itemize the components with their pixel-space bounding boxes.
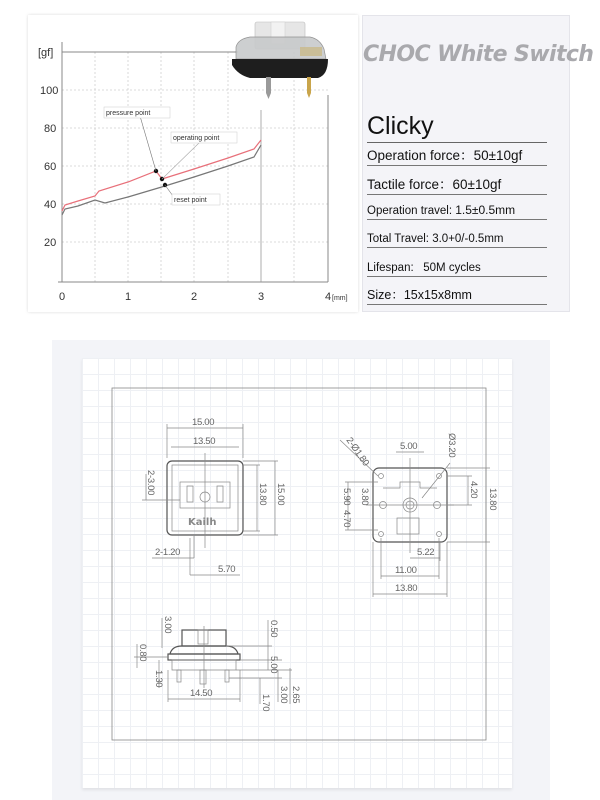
dim-label: 13.80 bbox=[395, 583, 418, 594]
spec-key: Total Travel: bbox=[367, 233, 433, 245]
dim-label: 0.80 bbox=[137, 644, 148, 662]
x-tick: 2 bbox=[191, 291, 198, 303]
dim-label: 13.80 bbox=[487, 488, 498, 511]
spec-value: 50M cycles bbox=[423, 262, 481, 274]
dim-label: 13.80 bbox=[257, 483, 268, 506]
dim-label: 15.00 bbox=[192, 417, 215, 428]
switch-type: Clicky bbox=[367, 112, 547, 143]
dim-label: 2-1.20 bbox=[155, 547, 181, 558]
dim-label: 4.70 bbox=[341, 510, 352, 528]
reset-point-label: reset point bbox=[174, 197, 207, 204]
dim-label: 2-3.00 bbox=[145, 470, 156, 496]
dim-label: 0.50 bbox=[268, 620, 279, 638]
dim-label: 13.50 bbox=[193, 436, 216, 447]
spec-key: Operation force： bbox=[367, 148, 474, 163]
spec-key: Tactile force： bbox=[367, 177, 453, 192]
y-tick: 80 bbox=[44, 123, 57, 135]
dim-label: 14.50 bbox=[190, 688, 213, 699]
dim-label: 5.90 bbox=[341, 488, 352, 506]
spec-row-total-travel bbox=[367, 229, 547, 248]
dim-label: 3.00 bbox=[162, 616, 173, 634]
dim-label: 11.00 bbox=[395, 565, 417, 576]
x-tick: 3 bbox=[258, 291, 265, 303]
dim-label: 3.80 bbox=[359, 488, 370, 506]
y-tick: 60 bbox=[44, 161, 57, 173]
x-tick: 4 bbox=[325, 291, 332, 303]
dim-label: 15.00 bbox=[275, 483, 286, 506]
switch-product-image bbox=[232, 22, 328, 99]
operating-point-label: operating point bbox=[173, 135, 220, 142]
spec-key: Operation travel: bbox=[367, 205, 456, 217]
y-unit-label: [gf] bbox=[38, 47, 54, 59]
spec-row-operation-travel bbox=[367, 201, 547, 220]
spec-value: 60±10gf bbox=[452, 177, 502, 192]
spec-row-tactile-force bbox=[367, 173, 547, 195]
bottom-view bbox=[340, 433, 498, 597]
dim-label: 4.20 bbox=[468, 481, 479, 499]
dimension-drawing bbox=[82, 358, 512, 788]
dimension-drawing-panel bbox=[52, 340, 550, 800]
dim-label: 2-Ø1.80 bbox=[343, 435, 372, 469]
dim-label: 5.22 bbox=[417, 547, 435, 558]
dim-label: 5.70 bbox=[218, 564, 236, 575]
dim-label: 1.30 bbox=[153, 670, 164, 688]
specs-panel bbox=[362, 15, 594, 312]
dim-label: 5.00 bbox=[268, 656, 279, 674]
spec-row-lifespan bbox=[367, 258, 547, 277]
dim-label: Ø3.20 bbox=[446, 433, 457, 458]
spec-key: Size： bbox=[367, 288, 404, 302]
dim-label: 1.70 bbox=[260, 694, 271, 712]
force-curve-chart bbox=[28, 15, 358, 312]
spec-value: 3.0+0/-0.5mm bbox=[432, 233, 504, 245]
dim-label: 5.00 bbox=[400, 441, 418, 452]
dim-label: 2.65 bbox=[290, 686, 301, 704]
y-tick: 20 bbox=[44, 237, 57, 249]
side-view bbox=[134, 616, 301, 711]
drawing-paper bbox=[82, 358, 512, 788]
spec-value: 1.5±0.5mm bbox=[455, 203, 516, 217]
spec-value: 50±10gf bbox=[473, 148, 523, 163]
spec-row-size bbox=[367, 285, 547, 305]
dim-label: 3.00 bbox=[278, 686, 289, 704]
spec-key: Lifespan: bbox=[367, 262, 424, 274]
x-tick: 0 bbox=[59, 291, 66, 303]
press-curve bbox=[62, 140, 261, 211]
brand-logo: Kailh bbox=[188, 517, 217, 528]
chart-plot bbox=[28, 15, 358, 312]
pressure-point-label: pressure point bbox=[106, 110, 151, 117]
y-tick: 40 bbox=[44, 199, 57, 211]
x-tick: 1 bbox=[125, 291, 132, 303]
spec-value: 15x15x8mm bbox=[403, 288, 472, 302]
product-title: CHOC White Switch bbox=[363, 42, 594, 67]
x-unit-label: [mm] bbox=[332, 295, 348, 302]
spec-row-operation-force bbox=[367, 144, 547, 166]
top-view bbox=[142, 417, 286, 575]
y-tick: 100 bbox=[40, 85, 59, 97]
